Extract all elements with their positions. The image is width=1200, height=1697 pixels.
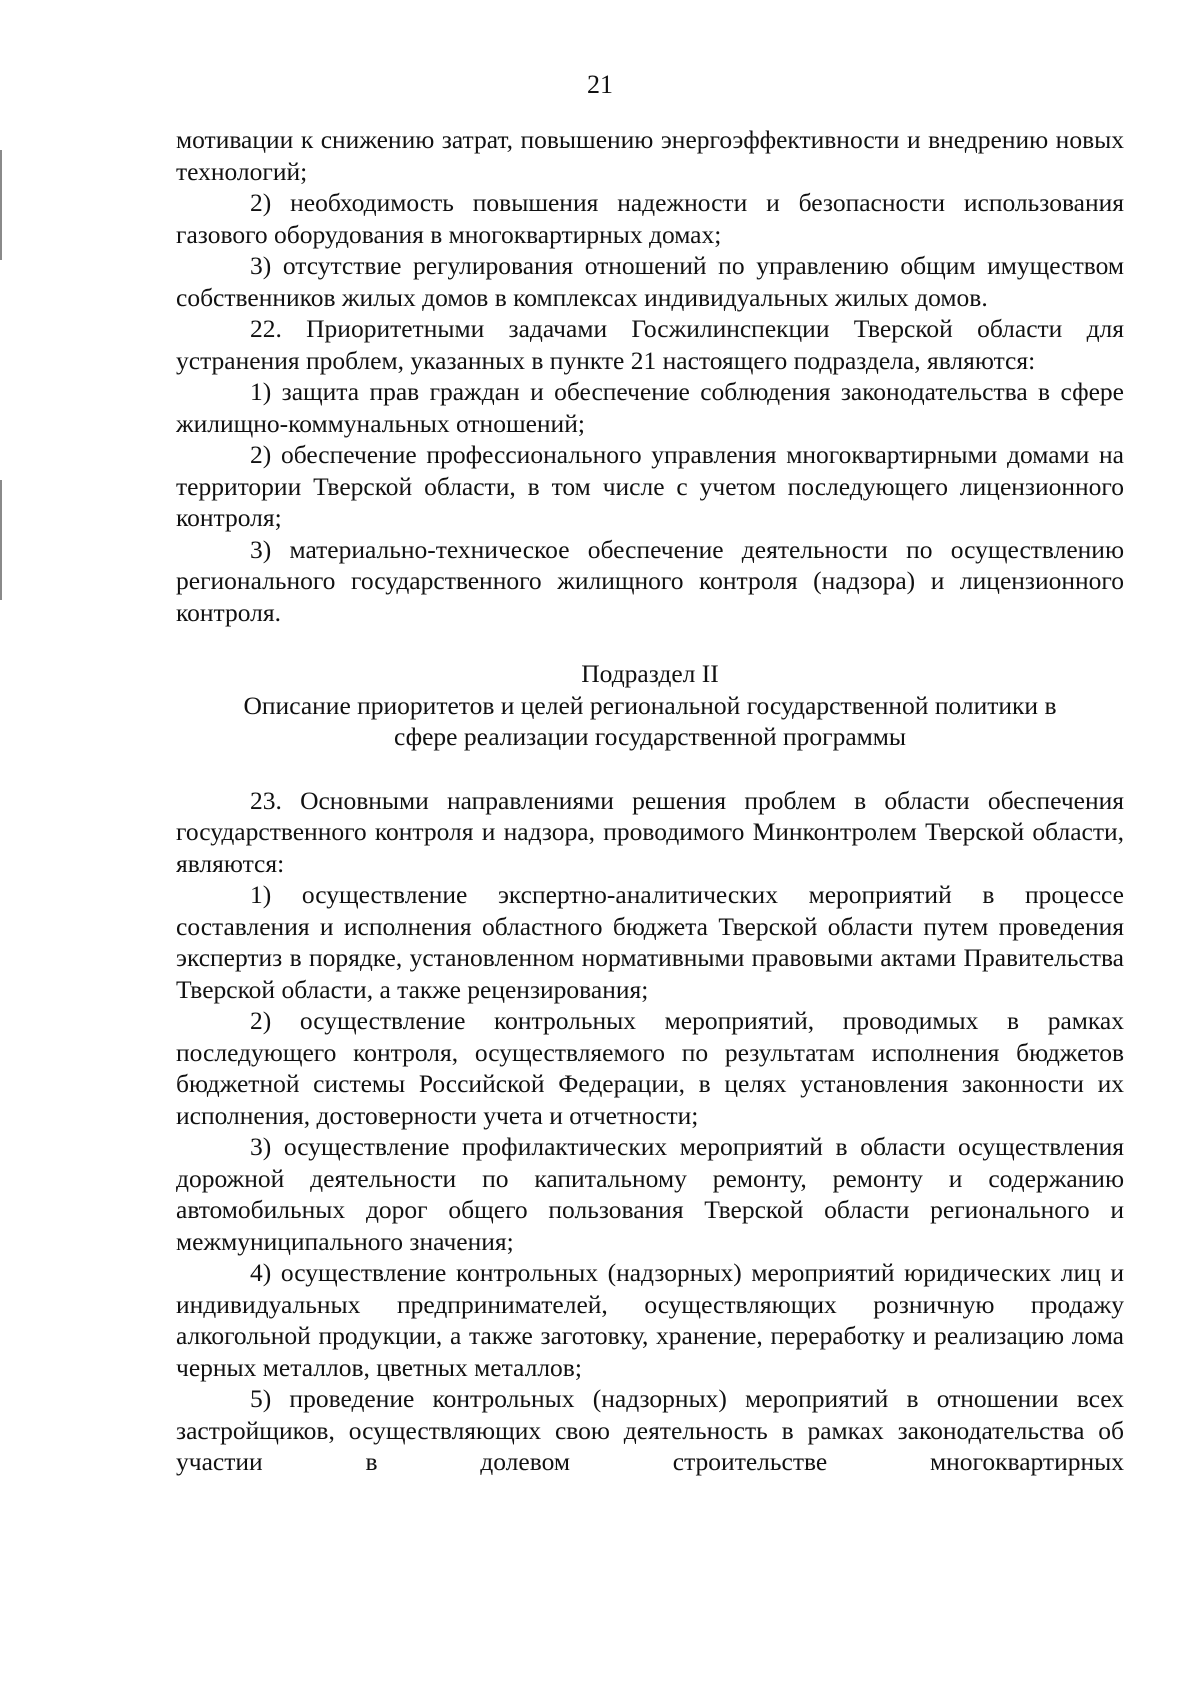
paragraph: 1) защита прав граждан и обеспечение соблюдения законодательства в сфере жилищно-коммунальных отношений; [176, 377, 1124, 438]
scan-edge-mark [0, 150, 2, 260]
paragraph: мотивации к снижению затрат, повышению энергоэффективности и внедрению новых технологий; [176, 125, 1124, 186]
paragraph: 1) осуществление экспертно-аналитических мероприятий в процессе составления и исполнения областного бюджета Тверской области путем проведения экспертиз в порядке, установленном нормативными правовыми актами Правительства Тверской области, а также рецензирования; [176, 880, 1124, 1004]
section-title-line: Описание приоритетов и целей региональной государственной политики в [243, 690, 1057, 720]
section-title-line: сфере реализации государственной программы [393, 722, 907, 751]
paragraph: 4) осуществление контрольных (надзорных) мероприятий юридических лиц и индивидуальных предпринимателей, осуществляющих розничную продажу алкогольной продукции, а также заготовку, хранение, переработку и реализацию лома черных металлов, цветных металлов; [176, 1258, 1124, 1382]
spacer [176, 753, 1124, 785]
scan-edge-mark [0, 480, 2, 600]
paragraph: 22. Приоритетными задачами Госжилинспекции Тверской области для устранения проблем, указанных в пункте 21 настоящего подраздела, являются: [176, 314, 1124, 375]
paragraph: 2) осуществление контрольных мероприятий, проводимых в рамках последующего контроля, осуществляемого по результатам исполнения бюджетов бюджетной системы Российской Федерации, в целях установления законности их исполнения, достоверности учета и отчетности; [176, 1006, 1124, 1130]
paragraph: 23. Основными направлениями решения проблем в области обеспечения государственного контроля и надзора, проводимого Минконтролем Тверской области, являются: [176, 785, 1124, 878]
paragraph: 3) отсутствие регулирования отношений по управлению общим имуществом собственников жилых домов в комплексах индивидуальных жилых домов. [176, 251, 1124, 312]
spacer [176, 628, 1124, 658]
page-number: 21 [587, 70, 613, 99]
section-label: Подраздел II [581, 659, 719, 688]
paragraph: 2) обеспечение профессионального управления многоквартирными домами на территории Тверской области, в том числе с учетом последующего лицензионного контроля; [176, 440, 1124, 532]
paragraph-continued: 5) проведение контрольных (надзорных) мероприятий в отношении всех застройщиков, осуществляющих свою деятельность в рамках законодательства об участии в долевом строительстве многоквартирных [176, 1384, 1124, 1476]
paragraph: 3) осуществление профилактических мероприятий в области осуществления дорожной деятельности по капитальному ремонту, ремонту и содержанию автомобильных дорог общего пользования Тверской области регионального и межмуниципального значения; [176, 1132, 1124, 1256]
paragraph: 2) необходимость повышения надежности и безопасности использования газового оборудования в многоквартирных домах; [176, 188, 1124, 249]
paragraph: 3) материально-техническое обеспечение деятельности по осуществлению регионального государственного жилищного контроля (надзора) и лицензионного контроля. [176, 534, 1124, 627]
document-body [176, 124, 1124, 1478]
